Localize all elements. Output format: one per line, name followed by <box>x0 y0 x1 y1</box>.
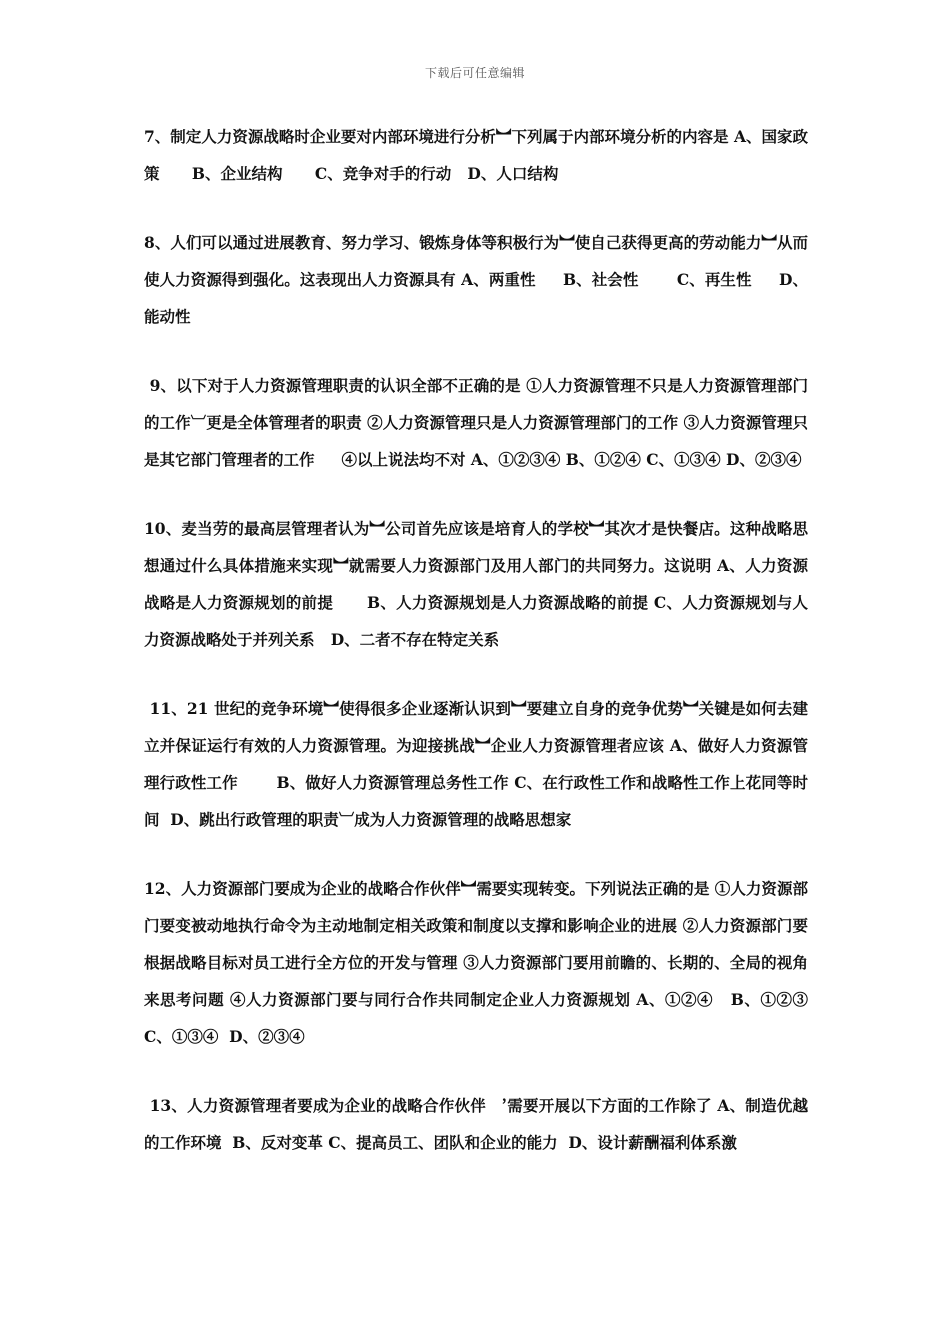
page-header-watermark: 下载后可任意编辑 <box>424 66 525 80</box>
question-7: 7、制定人力资源战略时企业要对内部环境进行分析︼下列属于内部环境分析的内容是 A、国家政策 B、企业结构 C、竞争对手的行动 D、人口结构 <box>144 127 808 183</box>
question-11: 11、21 世纪的竞争环境︼使得很多企业逐渐认识到︼要建立自身的竞争优势︼关键是如何去建立并保证运行有效的人力资源管理。为迎接挑战︼企业人力资源管理者应该 A、做好人力资源管理行政性工作 B、做好人力资源管理总务性工作 C、在行政性工作和战略性工作上花同等时间 D、跳出行政管理的职责︺成为人力资源管理的战略思想家 <box>144 699 808 829</box>
question-13: 13、人力资源管理者要成为企业的战略合作伙伴 ︐需要开展以下方面的工作除了 A、制造优越的工作环境 B、反对变革 C、提高员工、团队和企业的能力 D、设计薪酬福利体系激 <box>144 1096 808 1152</box>
question-8: 8、人们可以通过进展教育、努力学习、锻炼身体等积极行为︼使自己获得更高的劳动能力︼从而使人力资源得到强化。这表现出人力资源具有 A、两重性 B、社会性 C、再生性 D、能动性 <box>144 233 808 326</box>
question-9: 9、以下对于人力资源管理职责的认识全部不正确的是 ①人力资源管理不只是人力资源管理部门的工作︺更是全体管理者的职责 ②人力资源管理只是人力资源管理部门的工作 ③人力资源管理只是其它部门管理者的工作 ④以上说法均不对 A、①②③④ B、①②④ C、①③④ D、②③④ <box>144 376 808 469</box>
document-body <box>144 118 819 1193</box>
question-12: 12、人力资源部门要成为企业的战略合作伙伴︼需要实现转变。下列说法正确的是 ①人力资源部门要变被动地执行命令为主动地制定相关政策和制度以支撑和影响企业的进展 ②人力资源部门要根据战略目标对员工进行全方位的开发与管理 ③人力资源部门要用前瞻的、长期的、全局的视角来思考问题 ④人力资源部门要与同行合作共同制定企业人力资源规划 A、①②④ B、①②③ C、①③④ D、②③④ <box>144 879 819 1046</box>
question-10: 10、麦当劳的最高层管理者认为︼公司首先应该是培育人的学校︼其次才是快餐店。这种战略思想通过什么具体措施来实现︼就需要人力资源部门及用人部门的共同努力。这说明 A、人力资源战略是人力资源规划的前提 B、人力资源规划是人力资源战略的前提 C、人力资源规划与人力资源战略处于并列关系 D、二者不存在特定关系 <box>144 519 808 649</box>
